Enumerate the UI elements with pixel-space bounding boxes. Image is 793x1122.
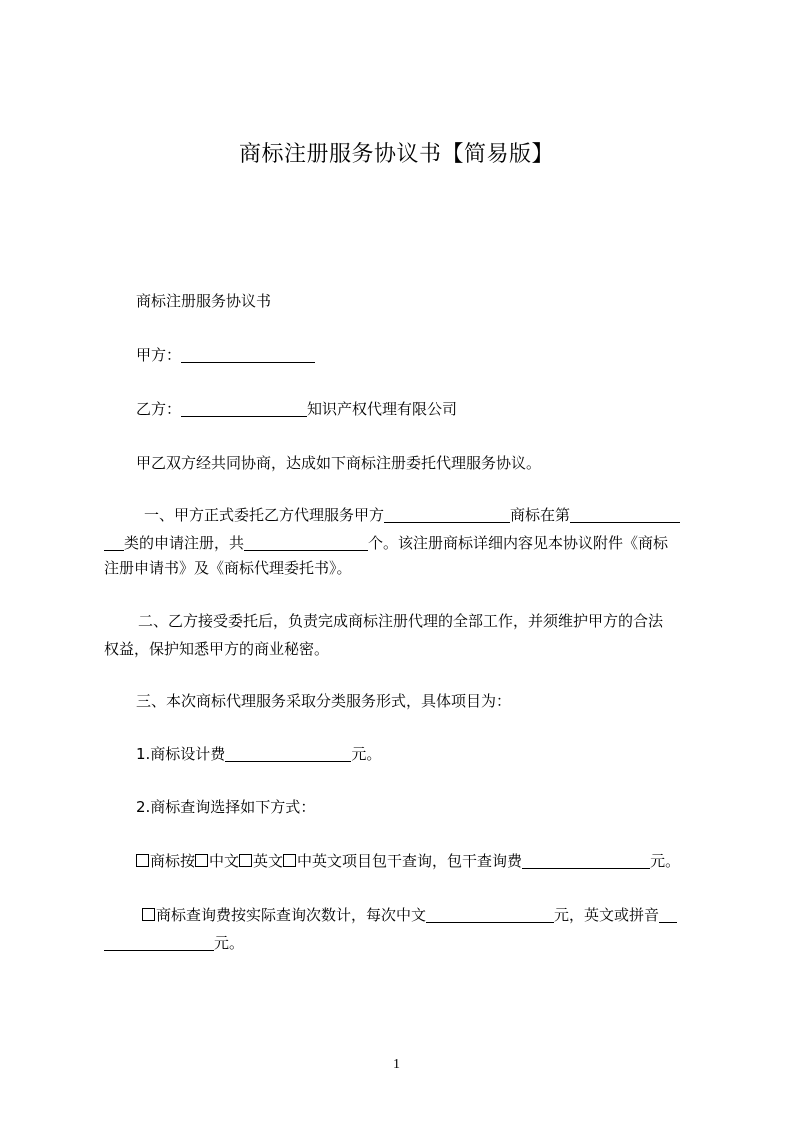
clause-1-text-5: 注册申请书》及《商标代理委托书》。 (104, 559, 352, 577)
party-a-blank (181, 346, 315, 363)
option-per-query-line-1 (104, 903, 704, 928)
party-a-label: 甲方： (136, 346, 182, 364)
class-number-blank-part2 (104, 534, 124, 551)
clause-1-line-2 (104, 531, 704, 556)
item-1-unit: 元。 (351, 745, 382, 763)
clause-2-line-2: 权益，保护知悉甲方的商业秘密。 (104, 640, 330, 658)
clause-1-text-3: 类的申请注册，共 (124, 534, 245, 552)
per-query-checkbox[interactable] (142, 908, 155, 921)
clause-1-text-1: 一、甲方正式委托乙方代理服务甲方 (144, 506, 385, 524)
option-per-query-text-1: 商标查询费按实际查询次数计，每次中文 (156, 906, 427, 924)
party-b-label: 乙方： (136, 400, 182, 418)
party-a-line (136, 343, 736, 368)
document-heading: 商标注册服务协议书 (136, 292, 272, 310)
party-b-blank (181, 400, 307, 417)
option-package-text-2: 中文 (209, 852, 240, 870)
item-1-label: 1.商标设计费 (136, 745, 226, 763)
chinese-query-fee-blank (426, 906, 554, 923)
option-package-search (136, 849, 736, 874)
party-b-suffix: 知识产权代理有限公司 (307, 400, 458, 418)
option-per-query (104, 903, 704, 956)
design-fee-blank (225, 745, 351, 762)
clause-3: 三、本次商标代理服务采取分类服务形式，具体项目为： (136, 692, 512, 710)
option-per-query-line-2 (104, 931, 704, 956)
option-package-unit: 元。 (650, 852, 681, 870)
pinyin-query-fee-blank-part1 (659, 906, 677, 923)
party-b-line (136, 397, 736, 422)
item-1-design-fee (136, 742, 736, 767)
english-checkbox[interactable] (239, 854, 252, 867)
option-package-text-4: 中英文项目包干查询，包干查询费 (297, 852, 523, 870)
class-number-blank-part1 (570, 506, 680, 523)
option-package-text-3: 英文 (253, 852, 284, 870)
clause-2-line-1: 二、乙方接受委托后，负责完成商标注册代理的全部工作，并须维护甲方的合法 (138, 612, 664, 630)
page-number: 1 (393, 1057, 400, 1072)
chinese-checkbox[interactable] (195, 854, 208, 867)
chinese-english-checkbox[interactable] (283, 854, 296, 867)
clause-1-line-1 (104, 503, 704, 528)
document-title: 商标注册服务协议书【简易版】 (238, 142, 554, 167)
intro-paragraph: 甲乙双方经共同协商，达成如下商标注册委托代理服务协议。 (136, 454, 542, 472)
item-2-search-method: 2.商标查询选择如下方式： (136, 798, 316, 816)
pinyin-query-fee-blank-part2 (104, 934, 214, 951)
option-package-text-1: 商标按 (150, 852, 196, 870)
clause-1 (104, 503, 704, 581)
trademark-name-blank (384, 506, 510, 523)
clause-2 (104, 609, 704, 662)
count-blank (244, 534, 368, 551)
clause-1-text-4: 个。该注册商标详细内容见本协议附件《商标 (368, 534, 669, 552)
clause-1-text-2: 商标在第 (510, 506, 571, 524)
package-fee-blank (522, 852, 650, 869)
option-per-query-unit: 元。 (214, 934, 245, 952)
package-search-checkbox[interactable] (136, 854, 149, 867)
option-per-query-text-2: 元，英文或拼音 (554, 906, 660, 924)
